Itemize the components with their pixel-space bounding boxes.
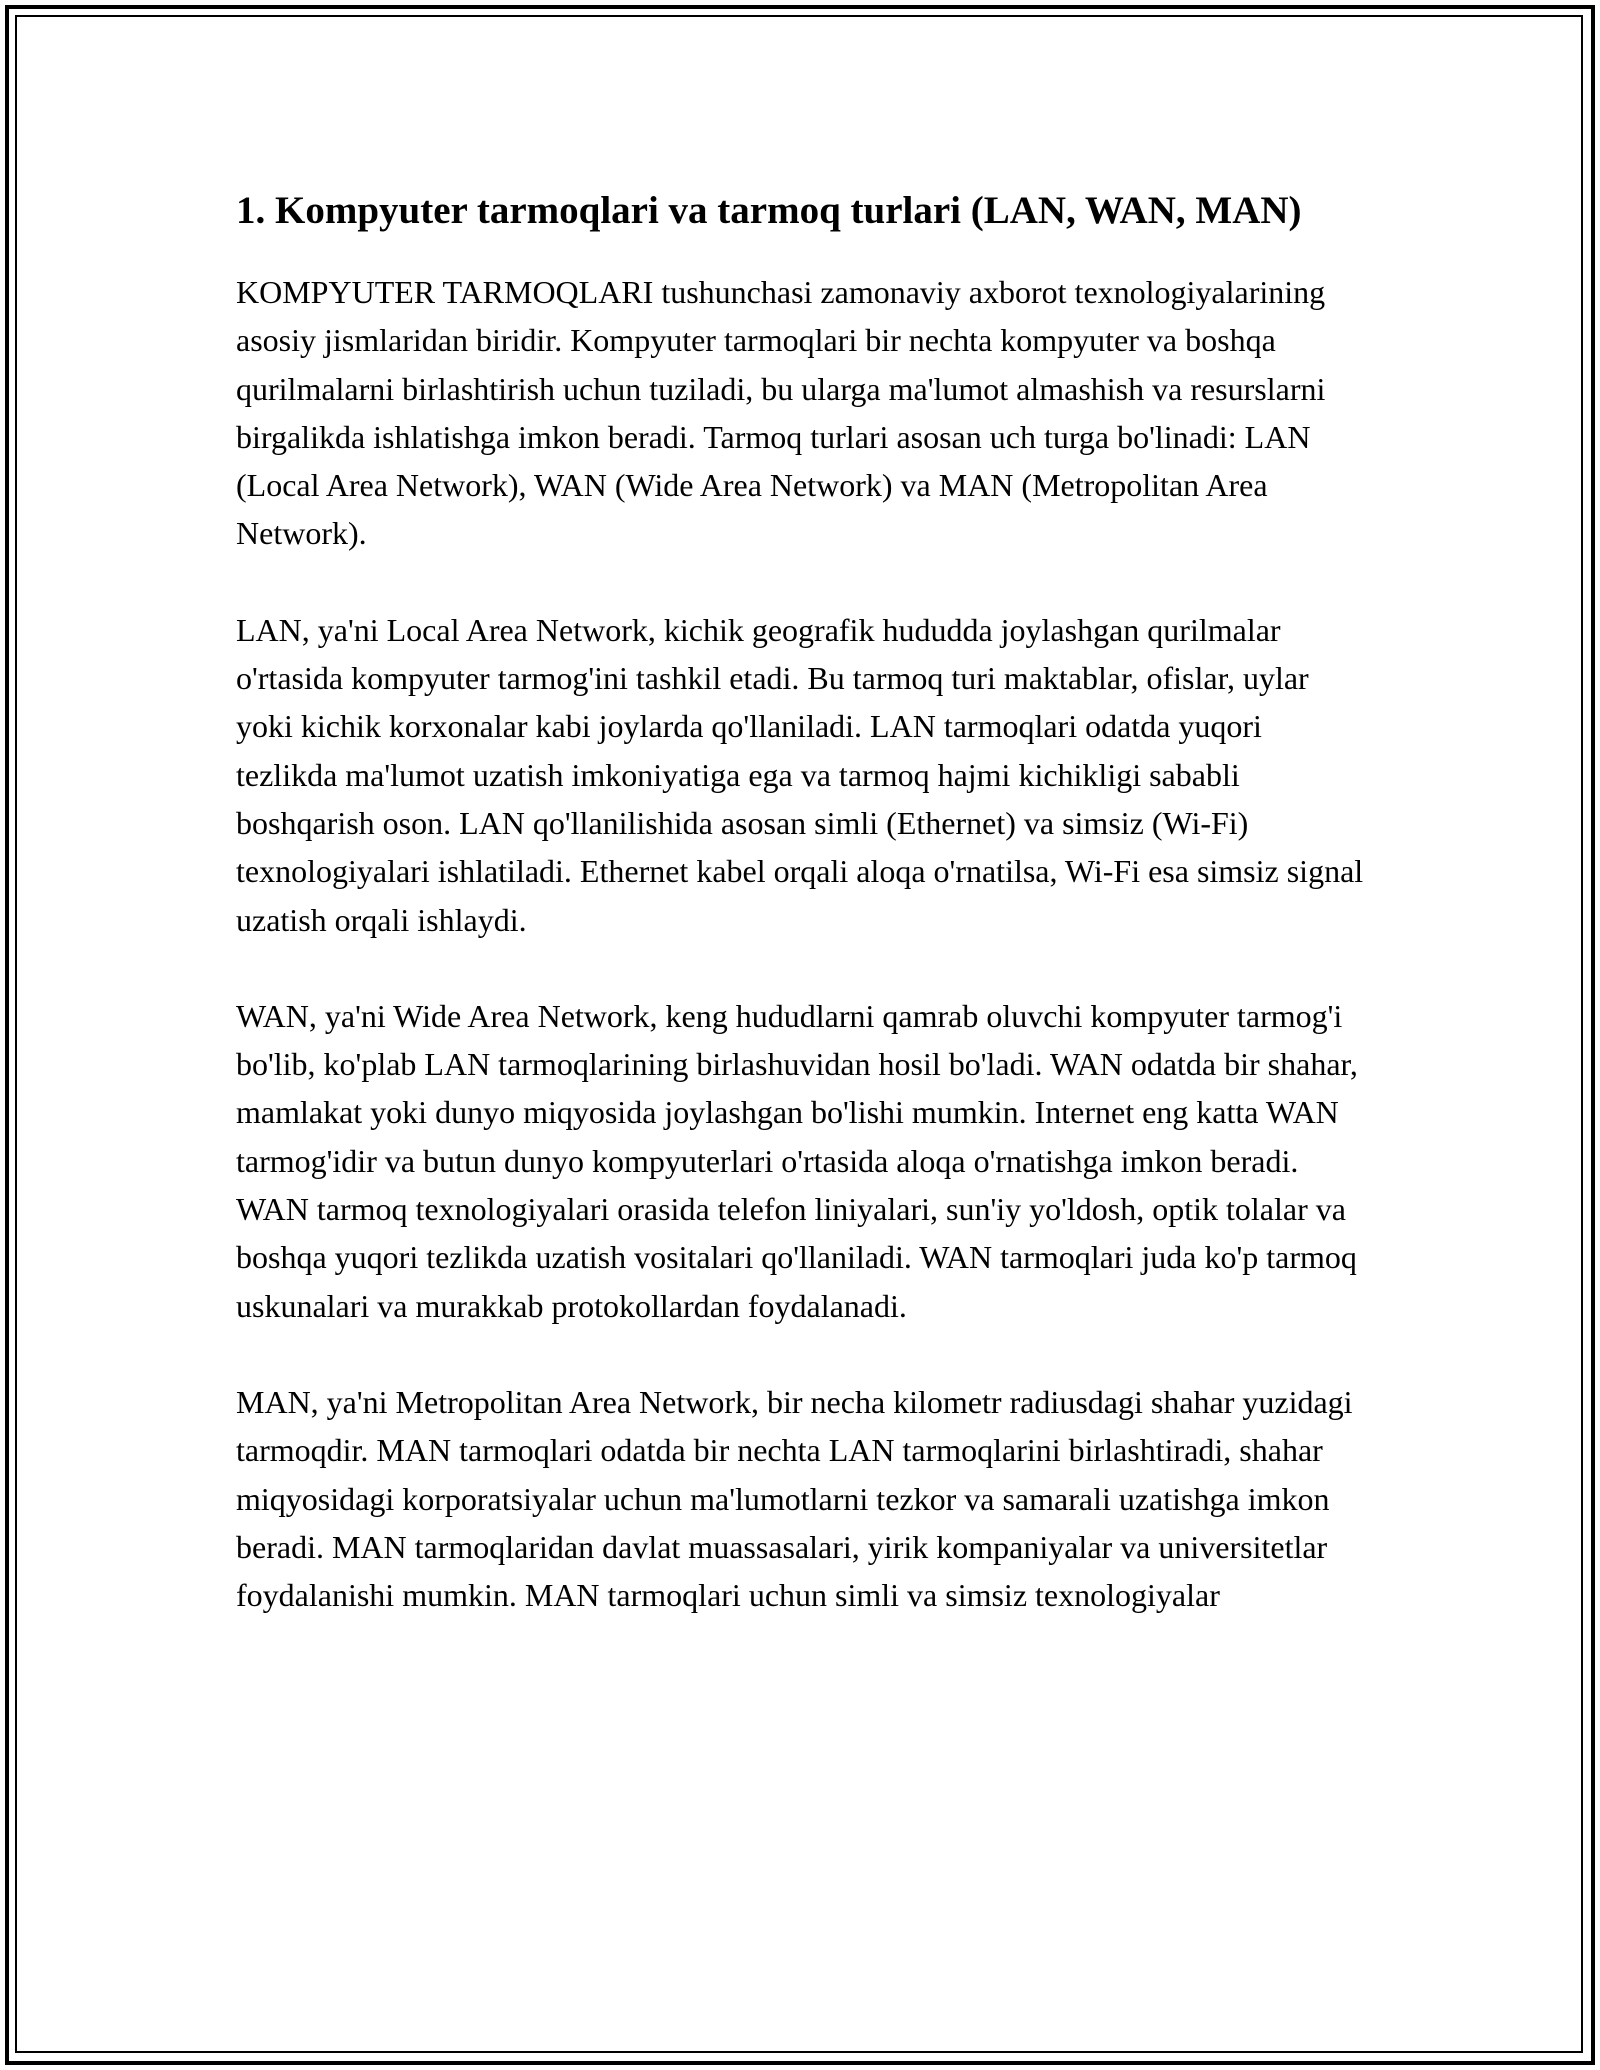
paragraph-lan: LAN, ya'ni Local Area Network, kichik geografik hududda joylashgan qurilmalar o'rtasida kompyuter tarmog'ini tashkil etadi. Bu tarmoq turi maktablar, ofislar, uylar yoki kichik korxonalar kabi joylarda qo'llaniladi. LAN tarmoqlari odatda yuqori tezlikda ma'lumot uzatish imkoniyatiga ega va tarmoq hajmi kichikligi sababli boshqarish oson. LAN qo'llanilishida asosan simli (Ethernet) va simsiz (Wi-Fi) texnologiyalari ishlatiladi. Ethernet kabel orqali aloqa o'rnatilsa, Wi-Fi esa simsiz signal uzatish orqali ishlaydi. — [236, 611, 1364, 938]
document-body — [236, 184, 1366, 1667]
section-heading: 1. Kompyuter tarmoqlari va tarmoq turlari (LAN, WAN, MAN) — [236, 189, 1302, 232]
paragraph-intro: KOMPYUTER TARMOQLARI tushunchasi zamonaviy axborot texnologiyalarining asosiy jismlaridan biridir. Kompyuter tarmoqlari bir nechta kompyuter va boshqa qurilmalarni birlashtirish uchun tuziladi, bu ularga ma'lumot almashish va resurslarni birgalikda ishlatishga imkon beradi. Tarmoq turlari asosan uch turga bo'linadi: LAN (Local Area Network), WAN (Wide Area Network) va MAN (Metropolitan Area Network). — [236, 274, 1326, 552]
paragraph-wan: WAN, ya'ni Wide Area Network, keng hududlarni qamrab oluvchi kompyuter tarmog'i bo'lib, ko'plab LAN tarmoqlarining birlashuvidan hosil bo'ladi. WAN odatda bir shahar, mamlakat yoki dunyo miqyosida joylashgan bo'lishi mumkin. Internet eng katta WAN tarmog'idir va butun dunyo kompyuterlari o'rtasida aloqa o'rnatishga imkon beradi. WAN tarmoq texnologiyalari orasida telefon liniyalari, sun'iy yo'ldosh, optik tolalar va boshqa yuqori tezlikda uzatish vositalari qo'llaniladi. WAN tarmoqlari juda ko'p tarmoq uskunalari va murakkab protokollardan foydalanadi. — [236, 997, 1358, 1324]
paragraph-man: MAN, ya'ni Metropolitan Area Network, bir necha kilometr radiusdagi shahar yuzidagi tarmoqdir. MAN tarmoqlari odatda bir nechta LAN tarmoqlarini birlashtiradi, shahar miqyosidagi korporatsiyalar uchun ma'lumotlarni tezkor va samarali uzatishga imkon beradi. MAN tarmoqlaridan davlat muassasalari, yirik kompaniyalar va universitetlar foydalanishi mumkin. MAN tarmoqlari uchun simli va simsiz texnologiyalar — [236, 1383, 1353, 1614]
